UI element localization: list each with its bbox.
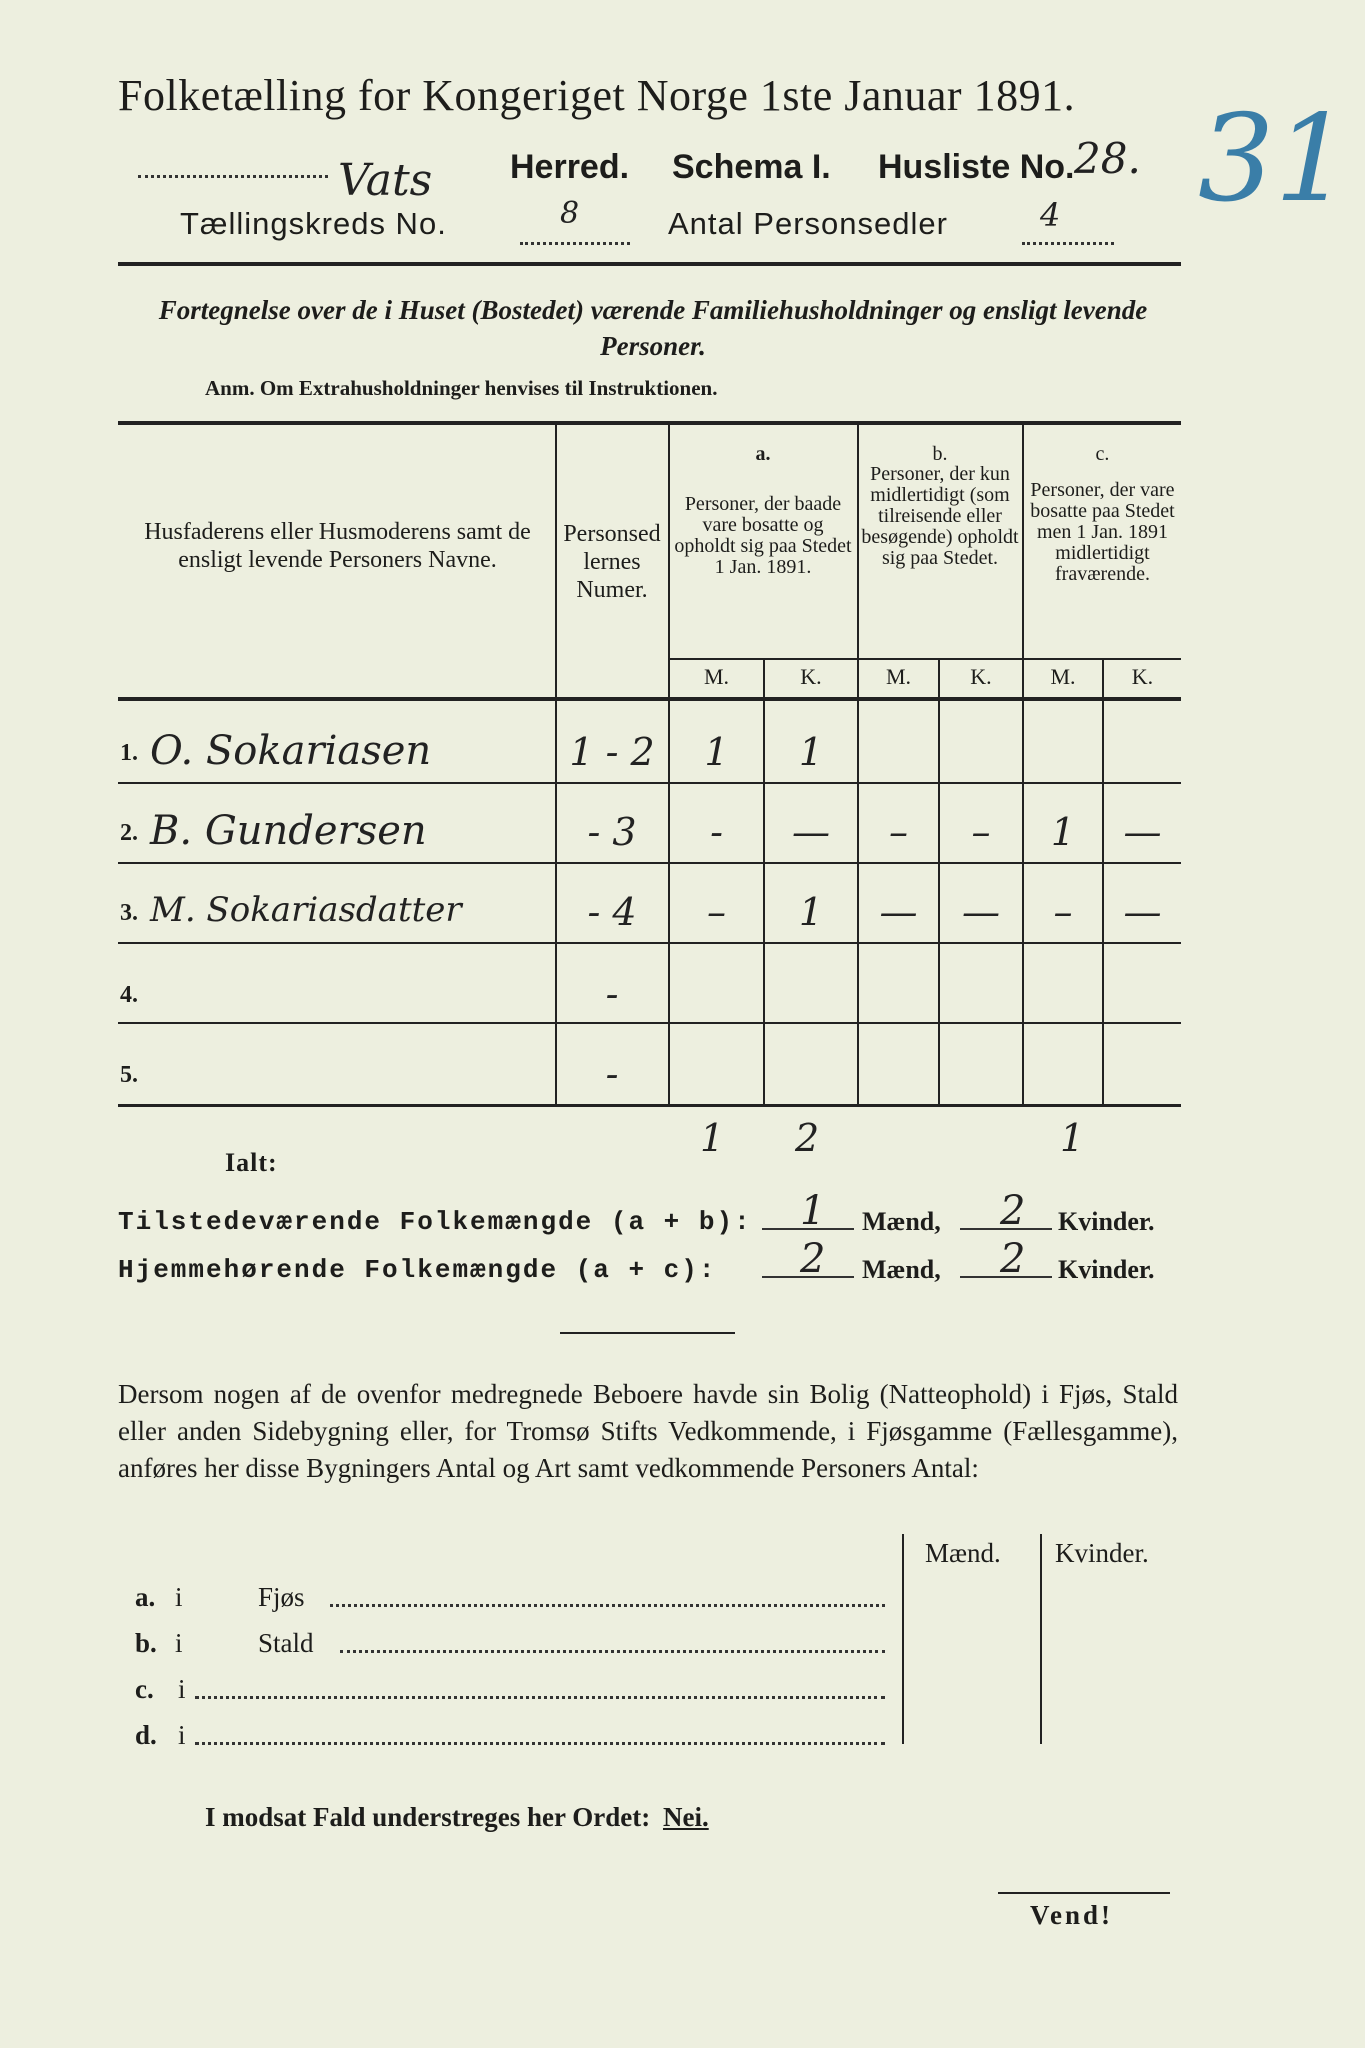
cell-a-m: – xyxy=(707,890,726,934)
row-number: 3. xyxy=(120,900,138,926)
col-divider xyxy=(1022,425,1024,1105)
sedler-num: 1 - 2 xyxy=(569,730,655,774)
col-header-a: Personer, der baade vare bosatte og opholdt sig paa Stedet 1 Jan. 1891. xyxy=(674,493,852,578)
col-b-letter: b. xyxy=(932,443,948,465)
item-i: i xyxy=(178,1720,186,1750)
col-header-name: Husfaderens eller Husmoderens samt de ensligt levende Personers Navne. xyxy=(144,519,531,573)
item-letter: b. xyxy=(135,1628,157,1658)
person-name: B. Gundersen xyxy=(150,808,427,854)
row-line xyxy=(118,782,1181,784)
ialt-c-m: 1 xyxy=(1060,1116,1085,1160)
buildings-kvinder-head: Kvinder. xyxy=(1055,1538,1149,1568)
col-header-b: Personer, der kun midlertidigt (som tilreisende eller besøgende) opholdt sig paa Stedet. xyxy=(861,463,1019,569)
nei-word: Nei. xyxy=(662,1802,709,1832)
row-line xyxy=(118,942,1181,944)
col-b-m: M. xyxy=(885,664,912,689)
item-i: i xyxy=(175,1582,183,1612)
herred-label: Herred. xyxy=(510,148,630,186)
annotation-note: Anm. Om Extrahusholdninger henvises til Instruktionen. xyxy=(205,376,718,400)
ialt-a-k: 2 xyxy=(795,1116,820,1160)
husliste-label: Husliste No. xyxy=(878,148,1075,186)
cell-b-m: – xyxy=(889,810,908,854)
ialt-a-m: 1 xyxy=(700,1116,725,1160)
tilst-maend: Mænd, xyxy=(862,1207,941,1236)
kreds-value: 8 xyxy=(560,196,580,231)
row-line xyxy=(118,1022,1181,1024)
cell-c-k: — xyxy=(1123,890,1162,934)
short-divider xyxy=(560,1332,735,1334)
row-number: 5. xyxy=(120,1062,138,1088)
buildings-col-line xyxy=(1040,1534,1042,1744)
vend-label: Vend! xyxy=(1030,1900,1114,1930)
hjem-k-value: 2 xyxy=(1000,1236,1026,1282)
buildings-maend-head: Mænd. xyxy=(925,1538,1001,1568)
item-i: i xyxy=(178,1674,186,1704)
tilst-label: Tilstedeværende Folkemængde (a + b): xyxy=(118,1207,752,1237)
row-number: 1. xyxy=(120,740,138,766)
corner-number-mark: 31 xyxy=(1198,90,1351,229)
tilst-k-value: 2 xyxy=(1000,1188,1026,1234)
col-c-k: K. xyxy=(1131,664,1154,689)
item-leader xyxy=(195,1742,885,1745)
col-a-letter: a. xyxy=(755,443,771,465)
col-divider xyxy=(938,660,940,1105)
col-a-m: M. xyxy=(703,664,730,689)
col-divider xyxy=(857,425,859,1105)
antal-label: Antal Personsedler xyxy=(668,206,948,241)
buildings-col-line xyxy=(902,1534,904,1744)
sedler-num: - xyxy=(605,972,619,1016)
col-header-num: Personsedlernes Numer. xyxy=(563,521,661,603)
hjem-label: Hjemmehørende Folkemængde (a + c): xyxy=(118,1255,717,1285)
person-name: M. Sokariasdatter xyxy=(150,890,462,930)
husliste-value: 28. xyxy=(1074,134,1141,183)
cell-c-k: — xyxy=(1123,810,1162,854)
hjem-maend: Mænd, xyxy=(862,1255,941,1284)
schema-label: Schema I. xyxy=(672,148,831,186)
person-name: O. Sokariasen xyxy=(150,728,432,774)
col-divider xyxy=(763,660,765,1105)
herred-value: Vats xyxy=(338,155,433,206)
cell-a-m: 1 xyxy=(704,730,729,774)
col-c-letter: c. xyxy=(1095,443,1110,465)
col-divider xyxy=(555,425,557,1105)
form-title: Folketælling for Kongeriget Norge 1ste Januar 1891. xyxy=(118,71,1076,120)
item-letter: a. xyxy=(135,1582,156,1612)
item-label: Stald xyxy=(258,1628,314,1658)
tilst-m-value: 1 xyxy=(800,1188,826,1234)
kreds-label: Tællingskreds No. xyxy=(180,206,447,241)
col-b-k: K. xyxy=(970,664,992,689)
sedler-num: - 4 xyxy=(587,890,637,934)
cell-b-k: — xyxy=(962,890,1000,934)
form-subtitle: Fortegnelse over de i Huset (Bostedet) værende Familiehusholdninger og ensligt levende Personer. xyxy=(158,295,1148,361)
cell-a-k: 1 xyxy=(798,730,824,774)
herred-line xyxy=(138,148,433,206)
item-label: Fjøs xyxy=(258,1582,305,1612)
cell-c-m: – xyxy=(1053,890,1073,934)
col-c-m: M. xyxy=(1050,664,1076,689)
col-divider xyxy=(1102,660,1104,1105)
sedler-num: - xyxy=(605,1052,619,1096)
mk-rule xyxy=(668,658,1181,660)
hjem-kvinder: Kvinder. xyxy=(1058,1255,1155,1284)
item-i: i xyxy=(175,1628,183,1658)
cell-a-k: 1 xyxy=(798,890,824,934)
vend-rule xyxy=(998,1892,1170,1894)
tilst-kvinder: Kvinder. xyxy=(1058,1207,1155,1236)
col-header-c: Personer, der vare bosatte paa Stedet men 1 Jan. 1891 midlertidigt fraværende. xyxy=(1030,479,1175,585)
item-letter: d. xyxy=(135,1720,157,1750)
row-line xyxy=(118,862,1181,864)
cell-c-m: 1 xyxy=(1050,810,1076,854)
kreds-field xyxy=(520,230,630,249)
modsat-text: I modsat Fald understreges her Ordet: Nei. xyxy=(205,1802,709,1832)
item-leader xyxy=(340,1650,885,1653)
herred-field xyxy=(138,155,433,206)
header-divider xyxy=(118,262,1181,266)
cell-b-k: – xyxy=(971,810,991,854)
cell-a-m: - xyxy=(710,810,723,854)
row-number: 2. xyxy=(120,820,138,846)
antal-value: 4 xyxy=(1040,196,1061,234)
cell-b-m: — xyxy=(879,890,918,934)
sedler-num: - 3 xyxy=(587,810,637,854)
item-leader xyxy=(195,1696,885,1699)
ialt-label: Ialt: xyxy=(225,1148,278,1177)
col-a-k: K. xyxy=(800,664,822,689)
cell-a-k: — xyxy=(792,810,830,854)
item-letter: c. xyxy=(135,1674,154,1704)
buildings-paragraph: Dersom nogen af de ovenfor medregnede Beboere havde sin Bolig (Natteophold) i Fjøs, Stald eller anden Sidebygning eller, for Tromsø Stifts Vedkommende, i Fjøsgamme (Fællesgamme), anføres her disse Bygningers Antal og Art samt vedkommende Personers Antal: xyxy=(118,1379,1178,1483)
item-leader xyxy=(330,1604,885,1607)
row-number: 4. xyxy=(120,982,138,1008)
hjem-m-value: 2 xyxy=(800,1236,826,1282)
antal-field xyxy=(1022,230,1114,249)
